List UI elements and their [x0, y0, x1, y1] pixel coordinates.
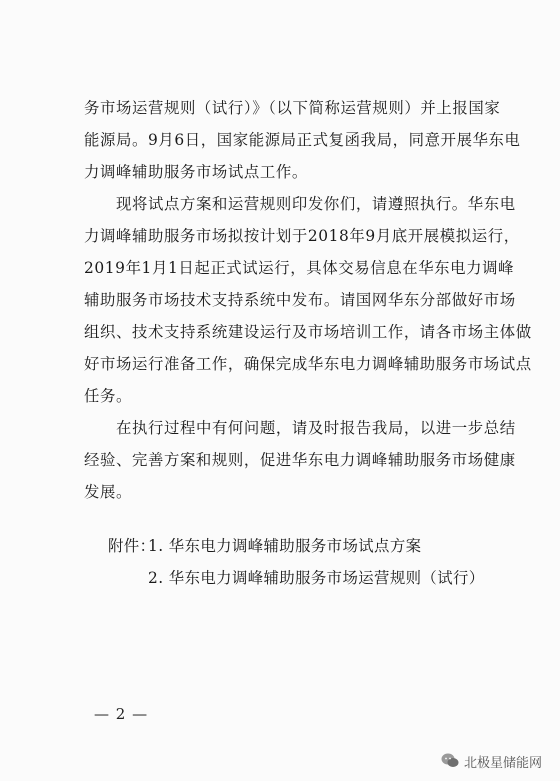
- text-line-8: 组织、技术支持系统建设运行及市场培训工作，请各市场主体做: [84, 323, 532, 341]
- text-line-11: 在执行过程中有何问题，请及时报告我局，以进一步总结: [116, 419, 516, 437]
- text-line-13: 发展。: [84, 483, 132, 501]
- text-line-7: 辅助服务市场技术支持系统中发布。请国网华东分部做好市场: [84, 291, 516, 309]
- text-line-2: 能源局。9月6日，国家能源局正式复函我局，同意开展华东电: [84, 131, 521, 149]
- chat-bubble-icon: [440, 751, 460, 771]
- text-line-10: 任务。: [84, 387, 132, 405]
- text-line-9: 好市场运行准备工作，确保完成华东电力调峰辅助服务市场试点: [84, 355, 532, 373]
- attachments-label: 附件：: [108, 537, 156, 555]
- page-number: — 2 —: [94, 705, 149, 723]
- text-line-1: 务市场运营规则（试行）》（以下简称运营规则）并上报国家: [84, 99, 501, 117]
- text-line-12: 经验、完善方案和规则，促进华东电力调峰辅助服务市场健康: [84, 451, 516, 469]
- text-line-5: 力调峰辅助服务市场拟按计划于2018年9月底开展模拟运行，: [84, 227, 520, 245]
- text-line-6: 2019年1月1日起正式试运行，具体交易信息在华东电力调峰: [84, 259, 515, 277]
- text-line-3: 力调峰辅助服务市场试点工作。: [84, 163, 308, 181]
- text-line-4: 现将试点方案和运营规则印发你们，请遵照执行。华东电: [116, 195, 516, 213]
- attachment-item-2: 2. 华东电力调峰辅助服务市场运营规则（试行）: [148, 569, 485, 587]
- watermark: [440, 750, 542, 772]
- attachment-item-1: 1. 华东电力调峰辅助服务市场试点方案: [148, 537, 422, 555]
- watermark-text: 北极星储能网: [464, 755, 543, 771]
